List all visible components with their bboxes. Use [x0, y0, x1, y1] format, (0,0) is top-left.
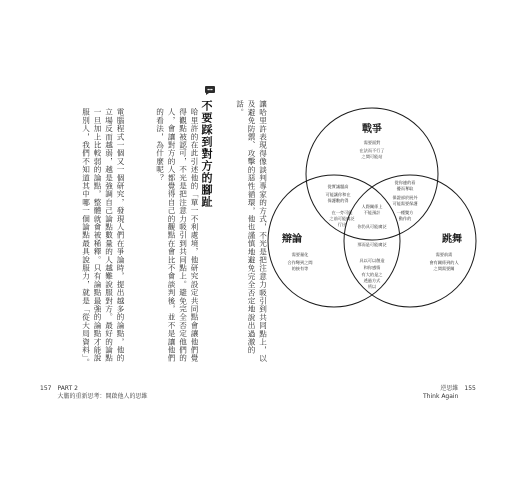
svg-text:優而奪取: 優而奪取 [396, 186, 414, 191]
svg-text:需要前需: 需要前需 [435, 252, 453, 257]
body-paragraph-2: 電腦程式一個又一個研究，發現人們在爭論時，提出越多的論點，他的立場反而越弱，越是強調自己論點數量的人越難說服對方。最好的論點一旦加上比較弱的論點，整體就會被稀釋。只有論點最強的論點才能說服別人，我們不知道其中哪一個論點最具說服力，就是「從大局資料」。 [81, 108, 125, 367]
svg-text:需要面對: 需要面對 [363, 140, 381, 145]
svg-text:透過方式: 透過方式 [363, 278, 381, 283]
footer-book-title-en: Think Again [423, 393, 459, 400]
section-heading: 不要踩到對方的腳趾 [200, 100, 213, 208]
svg-text:的接有等: 的接有等 [291, 266, 309, 271]
svg-text:人際關係上: 人際關係上 [361, 204, 383, 209]
center-lower-text [357, 223, 387, 230]
right-only-text [429, 251, 459, 272]
label-debate: 辯論 [282, 234, 302, 245]
left-center-text [329, 209, 355, 228]
svg-text:你仍具可能廣泛: 你仍具可能廣泛 [357, 224, 387, 229]
svg-text:可能讓你和在: 可能讓你和在 [325, 192, 351, 197]
svg-text:之間可能站: 之間可能站 [361, 154, 383, 159]
footer-book-title-zh: 逆思維 [440, 385, 459, 392]
left-footer [40, 385, 147, 401]
svg-text:和你感情: 和你感情 [363, 265, 381, 270]
top-left-text [325, 183, 350, 204]
venn-diagram [262, 96, 482, 326]
svg-text:會有關係到的人: 會有關係到的人 [429, 260, 459, 265]
svg-text:保證部於展外: 保證部於展外 [392, 195, 418, 200]
page-number-right: 155 [464, 385, 476, 392]
speech-bubble-icon [204, 84, 216, 96]
svg-text:具以可以創造: 具以可以創造 [359, 258, 385, 263]
page-number-left: 157 [40, 385, 52, 392]
svg-text:保護數的得: 保護數的得 [327, 198, 349, 203]
footer-part: PART 2 [57, 385, 78, 392]
label-war: 戰爭 [362, 124, 382, 135]
svg-text:行出: 行出 [337, 222, 347, 227]
right-page [262, 96, 482, 396]
center-upper-text [362, 203, 383, 216]
top-right-text [392, 179, 418, 222]
svg-text:從你連的看: 從你連的看 [394, 180, 416, 185]
intro-paragraph: 讓哈里許表現得像談判專家的方式，不光是把注意力吸引到共同點上，以及避免防禦、攻擊的惡性循環，他也謹慎地避免完全否定地說出過激的話。 [235, 100, 268, 363]
svg-text:之前可能廣泛: 之前可能廣泛 [329, 216, 355, 221]
svg-text:需要量化: 需要量化 [291, 252, 309, 257]
right-footer [423, 385, 476, 401]
svg-text:那而是可能廣泛: 那而是可能廣泛 [357, 242, 387, 247]
svg-text:合作彎到之間: 合作彎到之間 [287, 260, 313, 265]
label-dance: 跳舞 [442, 234, 462, 245]
svg-text:在一旁可能: 在一旁可能 [331, 210, 353, 215]
svg-text:有大的是之: 有大的是之 [361, 272, 383, 277]
svg-text:在法而不行了: 在法而不行了 [359, 148, 385, 153]
body-paragraph-1: 哈里許的在此引述他的「單一不利處境，他研究設定共同點會讓他們覺得觀點被認可，不光是把注意力吸引到共同點上。避免完全否定他們的人，會讓對方的人都覺得自己的觀點在會比不會談判後，並不是讓他們的看法，為什麼呢？ [155, 108, 199, 363]
svg-text:之間需要關: 之間需要關 [433, 266, 455, 271]
svg-text:不能預計: 不能預計 [363, 210, 381, 215]
top-only-text [359, 139, 384, 160]
bottom-center-text [359, 257, 385, 290]
svg-text:所以: 所以 [367, 284, 377, 289]
svg-text:可能需要保護: 可能需要保護 [392, 201, 418, 206]
footer-chapter: 大膽的重新思考：開啟他人的思維 [57, 393, 148, 400]
left-only-text [287, 251, 312, 272]
svg-text:一種雙方: 一種雙方 [396, 210, 414, 215]
svg-text:動作的: 動作的 [398, 216, 412, 221]
center-mid-text [357, 241, 387, 248]
svg-text:從實議題高: 從實議題高 [327, 184, 349, 189]
left-page [40, 96, 268, 396]
